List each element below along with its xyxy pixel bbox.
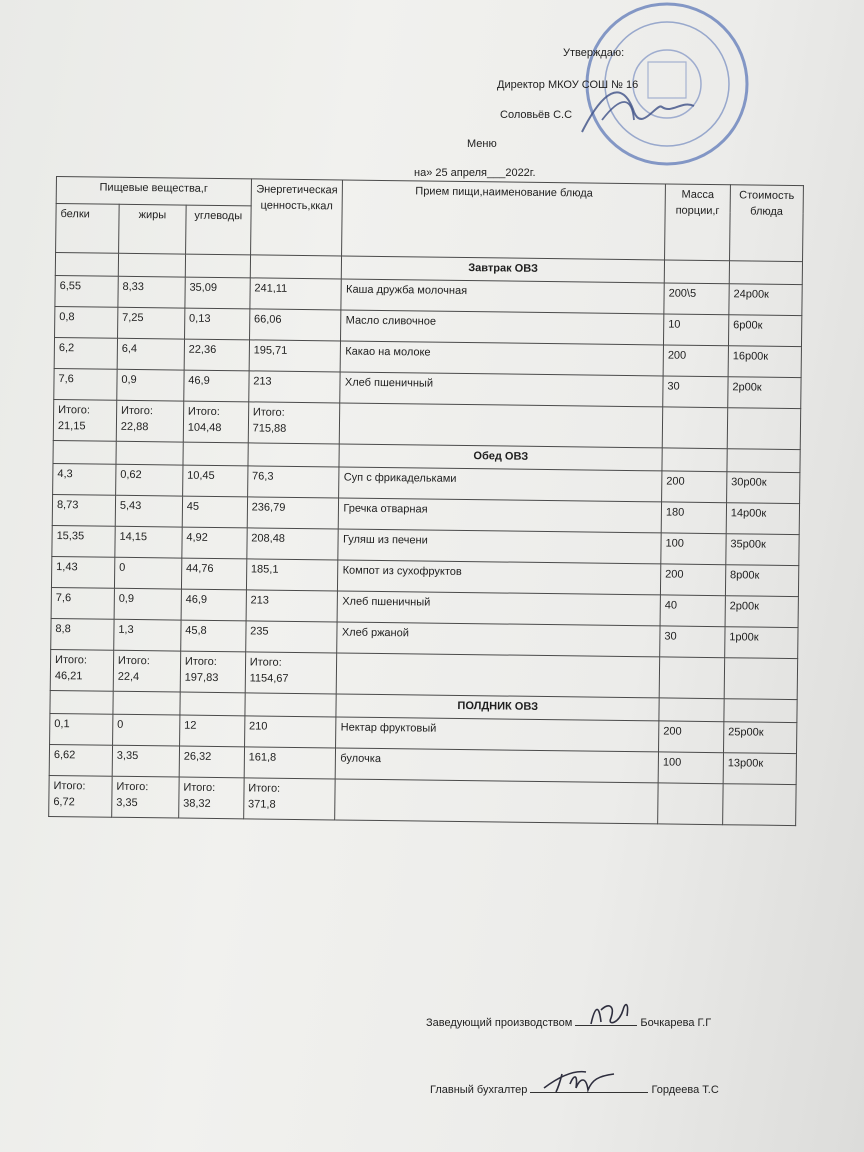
empty-cell	[659, 698, 724, 722]
empty-cell	[185, 254, 250, 278]
total-c	[180, 651, 245, 693]
carbs-value: 4,92	[182, 527, 247, 559]
portion-mass: 200	[663, 345, 728, 377]
protein-value: 6,2	[54, 337, 117, 369]
energy-value: 213	[248, 371, 340, 403]
carbs-value: 26,32	[179, 746, 244, 778]
accountant-label: Главный бухгалтер	[430, 1084, 528, 1096]
header-cost: Стоимость блюда	[729, 185, 803, 262]
energy-value: 236,79	[247, 497, 339, 529]
dish-cost: 8р00к	[725, 565, 798, 597]
total-c	[183, 401, 248, 443]
fat-value: 0,9	[114, 588, 181, 620]
header-fat: жиры	[118, 204, 186, 254]
portion-mass: 100	[661, 533, 726, 565]
dish-cost: 16р00к	[728, 346, 801, 378]
empty-cell	[337, 653, 660, 698]
energy-value: 208,48	[247, 528, 339, 560]
dish-cost: 25р00к	[723, 722, 796, 754]
page-title: Меню	[467, 138, 497, 150]
total-p	[49, 775, 112, 817]
portion-mass: 40	[660, 595, 725, 627]
approve-label: Утверждаю:	[563, 47, 625, 59]
menu-body	[49, 253, 803, 826]
protein-value: 1,43	[51, 556, 114, 588]
empty-cell	[659, 657, 724, 699]
energy-value: 161,8	[244, 747, 336, 779]
dish-cost: 14р00к	[726, 503, 799, 535]
energy-value: 213	[246, 590, 338, 622]
accountant-name: Гордеева Т.С	[651, 1084, 719, 1096]
empty-cell	[245, 693, 337, 717]
protein-value: 8,8	[51, 618, 114, 650]
production-signature-line	[426, 1017, 711, 1029]
total-value: 1154,67	[249, 672, 289, 685]
protein-value: 6,62	[49, 744, 112, 776]
empty-cell	[729, 261, 802, 285]
empty-cell	[250, 255, 342, 279]
total-label: Итого:	[55, 654, 88, 667]
header-protein: белки	[56, 204, 119, 254]
total-e	[243, 778, 335, 820]
total-value: 6,72	[53, 796, 75, 809]
total-value: 22,4	[117, 670, 140, 684]
dish-name: Хлеб ржаной	[337, 622, 660, 657]
dish-cost: 2р00к	[728, 377, 801, 409]
total-value: 21,15	[57, 420, 86, 433]
carbs-value: 10,45	[182, 465, 247, 497]
dish-cost: 24р00к	[729, 284, 802, 316]
total-value: 38,32	[183, 797, 211, 810]
empty-cell	[118, 253, 185, 277]
total-label: Итого:	[116, 780, 149, 794]
total-p	[50, 649, 113, 691]
director-name: Соловьёв С.С	[500, 109, 573, 121]
fat-value: 8,33	[118, 276, 185, 308]
header-meal: Прием пищи,наименование блюда	[342, 180, 665, 260]
dish-name: Каша дружба молочная	[341, 279, 664, 314]
total-p	[53, 399, 116, 441]
dish-cost: 6р00к	[728, 315, 801, 347]
carbs-value: 12	[179, 715, 244, 747]
carbs-value: 35,09	[185, 277, 250, 309]
header-carbs: углеводы	[185, 205, 251, 255]
dish-cost: 35р00к	[726, 534, 799, 566]
portion-mass: 200\5	[664, 283, 729, 315]
production-label: Заведующий производством	[426, 1017, 573, 1029]
section-title: Завтрак ОВЗ	[342, 256, 665, 283]
total-value: 371,8	[247, 798, 276, 811]
dish-cost: 2р00к	[725, 596, 798, 628]
total-c	[178, 777, 243, 819]
protein-value: 15,35	[52, 525, 115, 557]
protein-value: 6,55	[55, 275, 118, 307]
empty-cell	[55, 253, 118, 277]
header-energy: Энергетическая ценность,ккал	[250, 179, 343, 256]
total-f	[116, 400, 183, 442]
production-name: Бочкарева Г.Г	[640, 1017, 712, 1029]
dish-name: Какао на молоке	[341, 341, 664, 376]
fat-value: 14,15	[115, 526, 182, 558]
carbs-value: 22,36	[184, 339, 249, 371]
empty-cell	[664, 260, 729, 284]
director-title: Директор МКОУ СОШ № 16	[497, 79, 639, 91]
empty-cell	[113, 691, 180, 715]
protein-value: 7,6	[51, 587, 114, 619]
menu-date: на» 25 апреля___2022г.	[414, 167, 536, 179]
empty-cell	[335, 779, 658, 824]
empty-cell	[50, 690, 113, 714]
total-label: Итого:	[58, 404, 91, 417]
total-label: Итого:	[184, 655, 217, 669]
dish-name: Хлеб пшеничный	[338, 591, 661, 626]
total-label: Итого:	[120, 404, 153, 418]
portion-mass: 200	[660, 564, 725, 596]
total-label: Итого:	[183, 781, 216, 794]
portion-mass: 100	[658, 752, 723, 784]
portion-mass: 200	[659, 721, 724, 753]
carbs-value: 0,13	[184, 308, 249, 340]
fat-value: 0	[114, 557, 181, 589]
menu-table-wrapper	[46, 176, 808, 971]
fat-value: 6,4	[117, 338, 184, 370]
empty-cell	[340, 403, 663, 448]
total-f	[113, 650, 180, 692]
empty-cell	[662, 407, 727, 449]
carbs-value: 45	[182, 496, 247, 528]
empty-cell	[658, 783, 723, 825]
total-value: 715,88	[252, 422, 287, 435]
total-value: 3,35	[116, 796, 138, 810]
empty-cell	[724, 658, 798, 700]
portion-mass: 30	[663, 376, 728, 408]
fat-value: 5,43	[115, 495, 182, 527]
total-label: Итого:	[249, 656, 282, 669]
empty-cell	[180, 692, 245, 716]
header-mass: Масса порции,г	[665, 184, 731, 261]
empty-cell	[53, 440, 116, 464]
dish-name: Хлеб пшеничный	[340, 372, 663, 407]
total-value: 104,48	[187, 421, 222, 435]
accountant-signature	[540, 1062, 620, 1096]
total-e	[248, 402, 340, 444]
protein-value: 4,3	[53, 463, 116, 495]
empty-cell	[662, 448, 727, 472]
energy-value: 235	[245, 621, 337, 653]
protein-value: 0,8	[55, 306, 118, 338]
total-label: Итого:	[117, 654, 150, 668]
carbs-value: 46,9	[184, 370, 249, 402]
total-e	[245, 652, 337, 694]
total-row	[49, 775, 796, 825]
fat-value: 0	[112, 714, 179, 746]
dish-cost: 30р00к	[726, 472, 799, 504]
fat-value: 0,9	[117, 369, 184, 401]
portion-mass: 10	[663, 314, 728, 346]
dish-cost: 1р00к	[725, 627, 798, 659]
menu-table	[48, 176, 804, 826]
energy-value: 66,06	[249, 309, 341, 341]
energy-value: 76,3	[247, 466, 339, 498]
portion-mass: 180	[661, 502, 726, 534]
header-nutrients: Пищевые вещества,г	[56, 177, 251, 206]
total-label: Итого:	[53, 780, 86, 793]
dish-cost: 13р00к	[723, 753, 796, 785]
fat-value: 3,35	[112, 745, 179, 777]
total-label: Итого:	[252, 406, 285, 419]
protein-value: 0,1	[50, 713, 113, 745]
dish-name: Масло сливочное	[341, 310, 664, 345]
carbs-value: 46,9	[181, 589, 246, 621]
section-title: ПОЛДНИК ОВЗ	[336, 694, 659, 721]
production-signature	[585, 996, 645, 1032]
total-value: 46,21	[54, 670, 83, 683]
dish-name: Нектар фруктовый	[336, 717, 659, 752]
empty-cell	[248, 443, 340, 467]
dish-name: Компот из сухофруктов	[338, 560, 661, 595]
dish-name: булочка	[336, 748, 659, 783]
empty-cell	[183, 442, 248, 466]
dish-name: Суп с фрикадельками	[339, 467, 662, 502]
dish-name: Гречка отварная	[339, 498, 662, 533]
empty-cell	[724, 699, 797, 723]
fat-value: 0,62	[115, 464, 182, 496]
fat-value: 7,25	[117, 307, 184, 339]
dish-name: Гуляш из печени	[338, 529, 661, 564]
carbs-value: 44,76	[181, 558, 246, 590]
total-value: 22,88	[120, 420, 149, 434]
section-title: Обед ОВЗ	[339, 444, 662, 471]
protein-value: 7,6	[54, 368, 117, 400]
energy-value: 210	[244, 716, 336, 748]
empty-cell	[116, 441, 183, 465]
total-value: 197,83	[184, 671, 219, 685]
total-f	[112, 776, 179, 818]
empty-cell	[723, 784, 797, 826]
energy-value: 241,11	[250, 278, 342, 310]
empty-cell	[727, 408, 801, 450]
portion-mass: 200	[662, 471, 727, 503]
portion-mass: 30	[660, 626, 725, 658]
energy-value: 195,71	[249, 340, 341, 372]
total-label: Итого:	[187, 405, 220, 419]
total-label: Итого:	[248, 782, 281, 795]
protein-value: 8,73	[52, 494, 115, 526]
carbs-value: 45,8	[181, 620, 246, 652]
energy-value: 185,1	[246, 559, 338, 591]
empty-cell	[727, 449, 800, 473]
fat-value: 1,3	[114, 619, 181, 651]
